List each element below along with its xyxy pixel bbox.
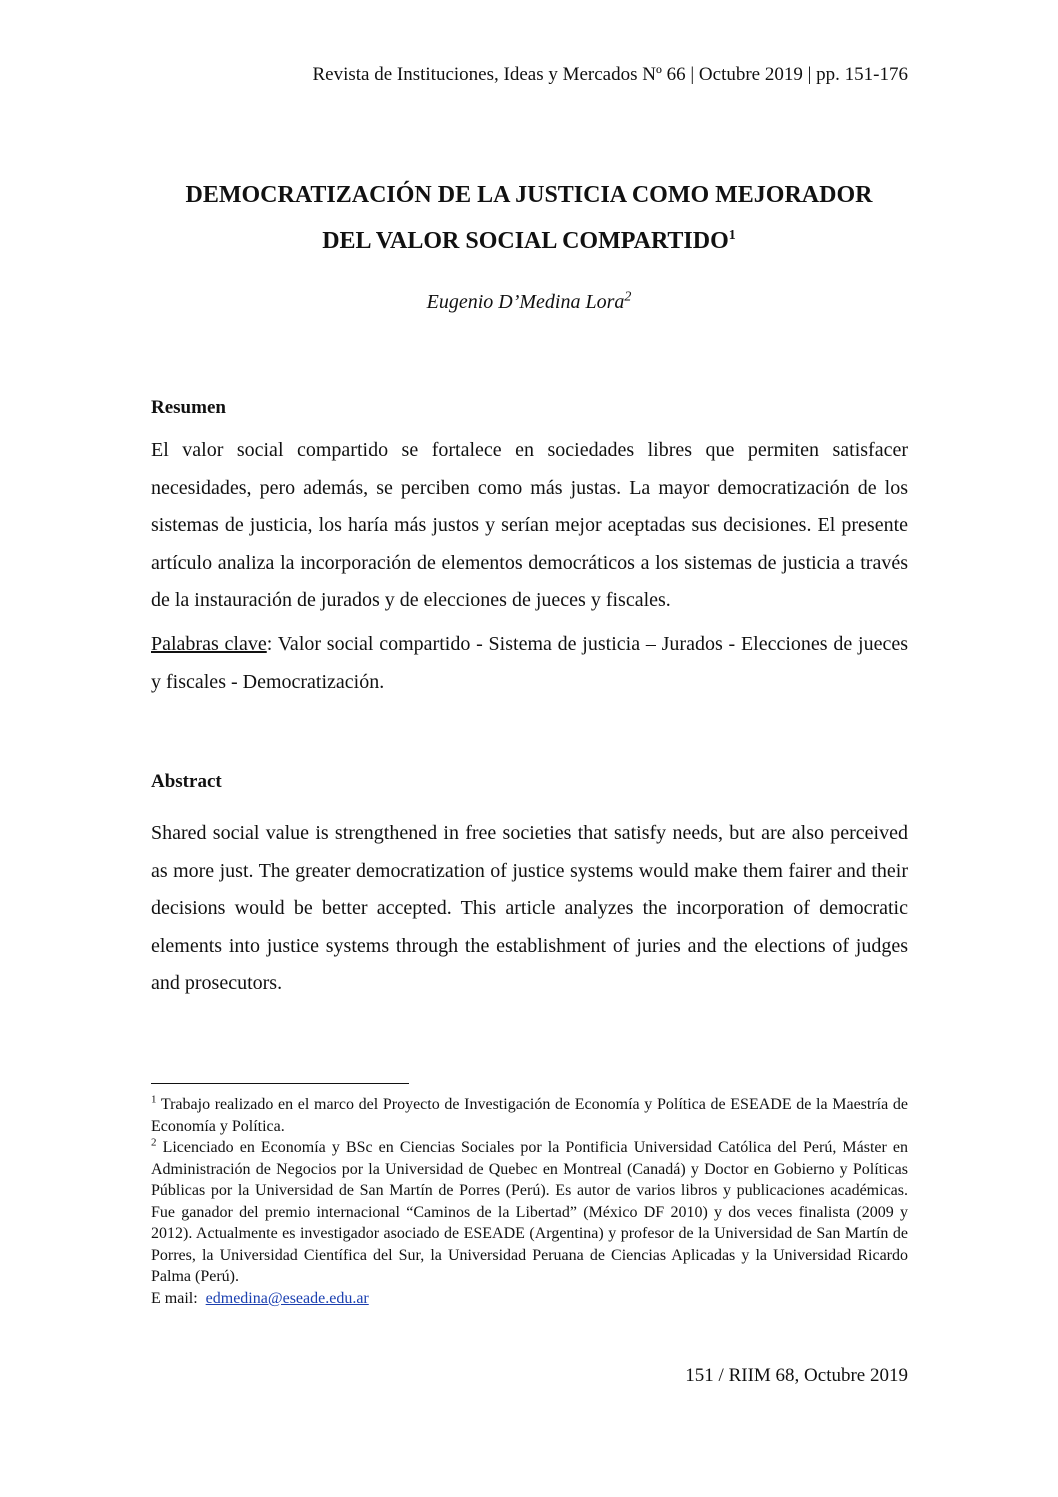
footnote-2-text: Licenciado en Economía y BSc en Ciencias Sociales por la Pontificia Universidad Católica del Perú, Máster en Administración de Negocios por la Universidad de Quebec en Montreal (Canadá) y Doctor en Gobierno y Políticas Públicas por la Universidad de San Martín de Porres (Perú). Es autor de varios libros y publicaciones académicas. Fue ganador del premio internacional “Caminos de la Libertad” (México DF 2010) y dos veces finalista (2009 y 2012). Actualmente es investigador asociado de ESEADE (Argentina) y profesor de la Universidad de San Martín de Porres, la Universidad Científica del Sur, la Universidad Peruana de Ciencias Aplicadas y la Universidad Ricardo Palma (Perú). [151, 1139, 908, 1285]
resumen-heading: Resumen [151, 397, 226, 418]
author-text: Eugenio D’Medina Lora [426, 291, 625, 313]
keywords-paragraph [151, 626, 908, 701]
email-label: E mail: [151, 1289, 198, 1307]
keywords-text: : Valor social compartido - Sistema de justicia – Jurados - Elecciones de jueces y fiscales - Democratización. [151, 633, 908, 693]
page-footer: 151 / RIIM 68, Octubre 2019 [685, 1365, 908, 1386]
article-title [150, 172, 908, 264]
abstract-heading: Abstract [151, 771, 222, 792]
resumen-text: El valor social compartido se fortalece en sociedades libres que permiten satisfacer necesidades, pero además, se perciben como más justas. La mayor democratización de los sistemas de justicia, los haría más justos y serían mejor aceptadas sus decisiones. El presente artículo analiza la incorporación de elementos democráticos a los sistemas de justicia a través de la instauración de jurados y de elecciones de jueces y fiscales. [151, 439, 908, 611]
abstract-text: Shared social value is strengthened in free societies that satisfy needs, but are also perceived as more just. The greater democratization of justice systems would make them fairer and their decisions would be better accepted. This article analyzes the incorporation of democratic elements into justice systems through the establishment of juries and the elections of judges and prosecutors. [151, 822, 908, 994]
footnotes [151, 1094, 908, 1309]
running-header: Revista de Instituciones, Ideas y Mercados Nº 66 | Octubre 2019 | pp. 151-176 [312, 64, 908, 85]
email-line [151, 1288, 908, 1310]
footnote-1-marker: 1 [151, 1093, 157, 1106]
keywords-label: Palabras clave [151, 633, 267, 655]
author-footnote-ref[interactable]: 2 [624, 289, 632, 305]
author-name [150, 291, 908, 314]
title-line-1: DEMOCRATIZACIÓN DE LA JUSTICIA COMO MEJORADOR [185, 182, 873, 208]
footnote-1 [151, 1094, 908, 1137]
title-footnote-ref[interactable]: 1 [728, 228, 736, 243]
email-link[interactable]: edmedina@eseade.edu.ar [205, 1289, 369, 1307]
footnote-2-marker: 2 [151, 1136, 157, 1149]
title-line-2 [150, 218, 908, 264]
footnote-1-text: Trabajo realizado en el marco del Proyecto de Investigación de Economía y Política de ESEADE de la Maestría de Economía y Política. [151, 1096, 908, 1135]
footnote-divider [151, 1083, 409, 1084]
title-line-2-text: DEL VALOR SOCIAL COMPARTIDO [322, 228, 729, 254]
footnote-2 [151, 1137, 908, 1288]
